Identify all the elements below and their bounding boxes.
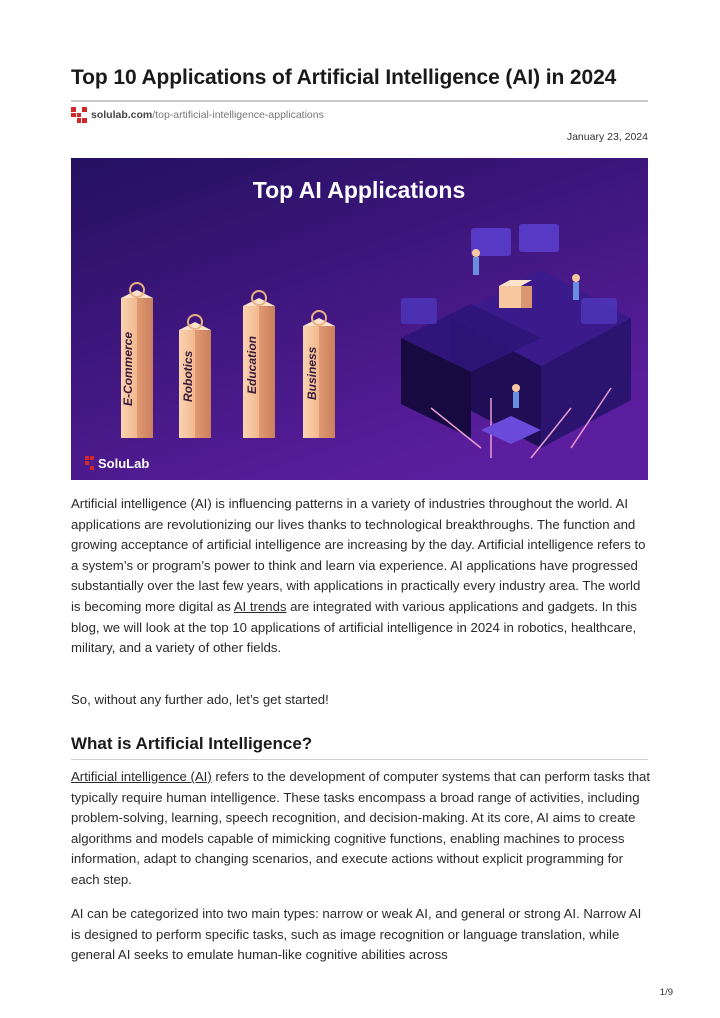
definition-paragraph [71, 767, 651, 891]
artificial-intelligence-link[interactable]: Artificial intelligence (AI) [71, 769, 212, 784]
source-line[interactable] [71, 106, 324, 124]
types-paragraph: AI can be categorized into two main types: narrow or weak AI, and general or strong AI. Narrow AI is designed to perform specific tasks, such as image recognition or language translation, while general AI seeks to emulate human-like cognitive abilities across [71, 906, 642, 963]
section-divider [71, 759, 648, 760]
pillar-label-ecommerce: E-Commerce [121, 331, 135, 406]
source-path[interactable]: /top-artificial-intelligence-applications [152, 109, 324, 121]
intro-text-after: are integrated with various applications and gadgets. In this blog, we will look at the top 10 applications of artificial intelligence in 2024 in robotics, healthcare, military, and a variety of other fields. [71, 598, 637, 656]
solulab-logo-icon [71, 107, 87, 123]
pillar-robotics [179, 315, 211, 438]
ai-trends-link[interactable]: AI trends [233, 598, 287, 614]
kickoff-paragraph: So, without any further ado, let’s get started! [71, 692, 329, 707]
pillar-label-robotics: Robotics [181, 350, 195, 402]
pillar-ecommerce [121, 283, 153, 446]
article-title: Top 10 Applications of Artificial Intelligence (AI) in 2024 [71, 66, 617, 89]
hero-brand-name: SoluLab [98, 456, 150, 471]
section-heading: What is Artificial Intelligence? [71, 734, 313, 753]
hero-image [71, 158, 648, 480]
pillar-education [243, 291, 275, 438]
pillar-business [303, 311, 335, 438]
pillar-label-education: Education [245, 335, 259, 394]
hero-heading: Top AI Applications [252, 177, 466, 203]
page-indicator: 1/9 [659, 987, 673, 998]
title-divider [71, 100, 648, 102]
intro-paragraph [71, 494, 651, 659]
pillar-label-business: Business [305, 346, 319, 400]
intro-text-before: Artificial intelligence (AI) is influencing patterns in a variety of industries throughout the world. AI applications are revolutionizing our lives thanks to technological breakthroughs. The function and growing acceptance of artificial intelligence are increasing by the day. Artificial intelligence refers to a system’s or program’s power to think and learn via experience. AI applications have progressed substantially over the last few years, with applications in practically every industry area. The world is becoming more digital as [71, 496, 646, 614]
publish-date: January 23, 2024 [566, 131, 648, 143]
source-domain[interactable]: solulab.com [91, 109, 153, 121]
definition-text: refers to the development of computer systems that can perform tasks that typically require human intelligence. These tasks encompass a broad range of activities, including problem-solving, learning, speech recognition, and decision-making. At its core, AI aims to create algorithms and models capable of mimicking cognitive functions, enabling machines to process information, adapt to changing scenarios, and execute actions without explicit programming for each step. [71, 769, 651, 887]
